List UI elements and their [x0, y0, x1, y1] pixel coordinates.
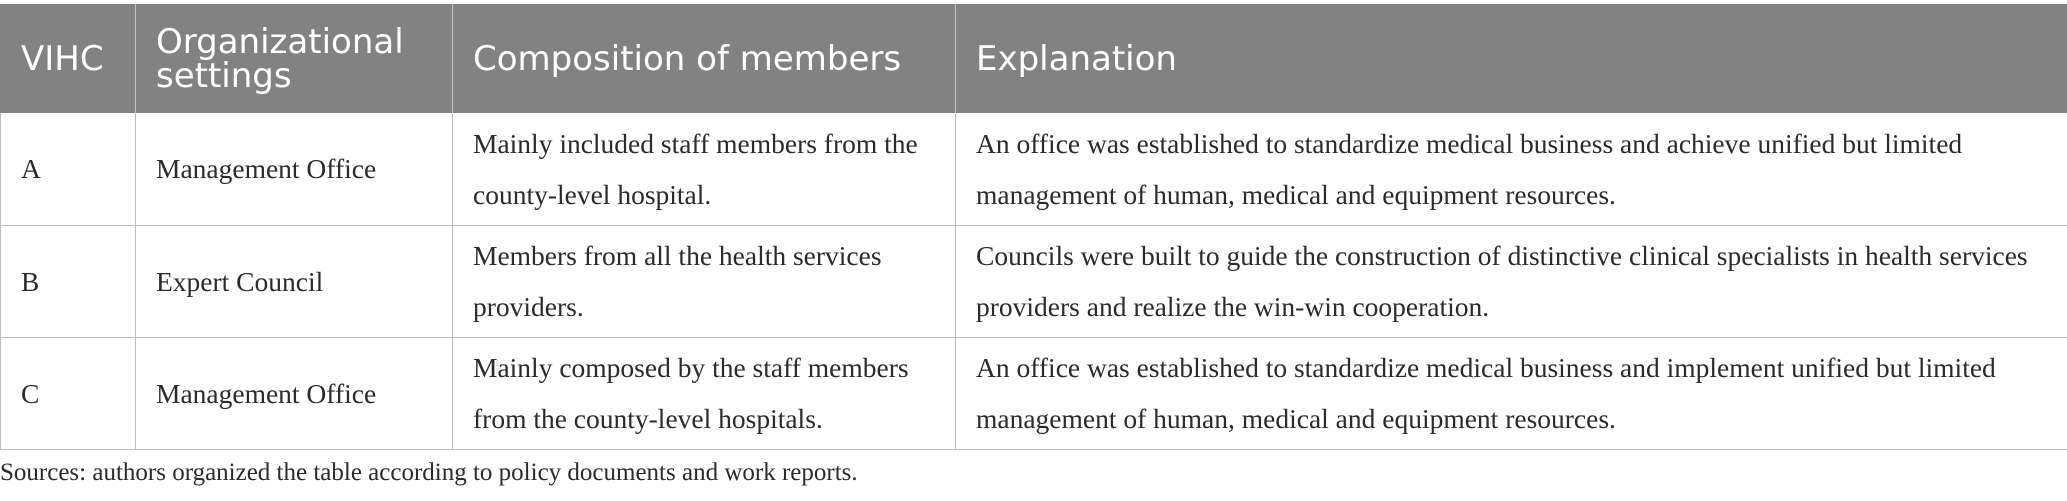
table-row	[1, 337, 2067, 449]
header-composition-of-members: Composition of members	[453, 4, 956, 113]
cell-explanation: An office was established to standardize medical business and achieve unified but limited management of human, medical and equipment resources.	[956, 113, 2067, 225]
table-header	[1, 4, 2067, 113]
cell-composition: Members from all the health services providers.	[453, 225, 956, 337]
header-organizational-settings: Organizational settings	[136, 4, 453, 113]
cell-composition: Mainly included staff members from the county-level hospital.	[453, 113, 956, 225]
cell-setting: Management Office	[136, 337, 453, 449]
cell-setting: Management Office	[136, 113, 453, 225]
vihc-organization-table	[0, 4, 2067, 450]
header-explanation: Explanation	[956, 4, 2067, 113]
table-row	[1, 225, 2067, 337]
cell-setting: Expert Council	[136, 225, 453, 337]
cell-composition: Mainly composed by the staff members from the county-level hospitals.	[453, 337, 956, 449]
cell-explanation: Councils were built to guide the construction of distinctive clinical specialists in health services providers and realize the win-win cooperation.	[956, 225, 2067, 337]
header-row	[1, 4, 2067, 113]
table-source-footnote: Sources: authors organized the table according to policy documents and work reports.	[0, 459, 858, 486]
cell-vihc: B	[1, 225, 136, 337]
table-row	[1, 113, 2067, 225]
table-body	[1, 113, 2067, 449]
cell-vihc: A	[1, 113, 136, 225]
cell-vihc: C	[1, 337, 136, 449]
cell-explanation: An office was established to standardize medical business and implement unified but limited management of human, medical and equipment resources.	[956, 337, 2067, 449]
header-vihc: VIHC	[1, 4, 136, 113]
